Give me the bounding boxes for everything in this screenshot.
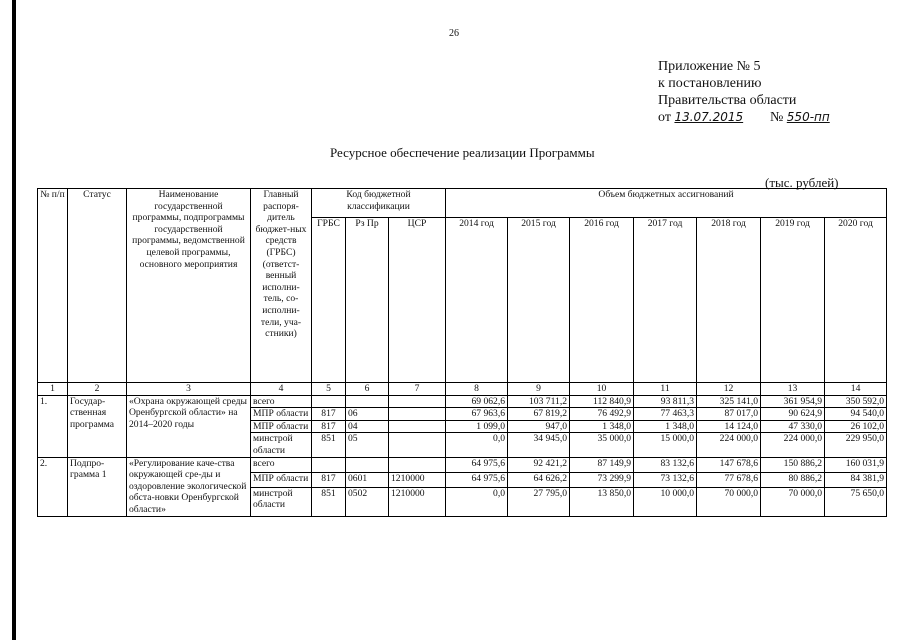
- column-number: 7: [389, 383, 446, 396]
- value-cell: 15 000,0: [634, 433, 697, 457]
- value-cell: 147 678,6: [697, 457, 761, 472]
- column-number: 10: [570, 383, 634, 396]
- column-number: 3: [127, 383, 251, 396]
- value-cell: 69 062,6: [446, 395, 508, 408]
- column-number: 1: [38, 383, 68, 396]
- value-cell: 1 099,0: [446, 420, 508, 433]
- executor: МПР области: [251, 472, 312, 487]
- value-cell: 224 000,0: [761, 433, 825, 457]
- value-cell: 13 850,0: [570, 487, 634, 516]
- header-year: 2016 год: [570, 218, 634, 383]
- code-csr: 1210000: [389, 487, 446, 516]
- value-cell: 150 886,2: [761, 457, 825, 472]
- executor: всего: [251, 395, 312, 408]
- header-year: 2020 год: [825, 218, 887, 383]
- row-num: 2.: [38, 457, 68, 516]
- value-cell: 160 031,9: [825, 457, 887, 472]
- header-code-group: Код бюджетной классификации: [312, 189, 446, 218]
- executor: МПР области: [251, 408, 312, 421]
- executor: минстрой области: [251, 487, 312, 516]
- value-cell: 73 132,6: [634, 472, 697, 487]
- value-cell: 947,0: [508, 420, 570, 433]
- value-cell: 93 811,3: [634, 395, 697, 408]
- value-cell: 67 819,2: [508, 408, 570, 421]
- code-grbs: 817: [312, 408, 346, 421]
- column-number: 2: [68, 383, 127, 396]
- value-cell: 0,0: [446, 487, 508, 516]
- row-status: Государ-ственная программа: [68, 395, 127, 457]
- value-cell: 67 963,6: [446, 408, 508, 421]
- header-name: Наименование государственной программы, подпрограммы государственной программы, ведомственной целевой программы, основного мероприятия: [127, 189, 251, 383]
- row-name: «Регулирование каче-ства окружающей сре-ды и оздоровление экологической обста-новки Оренбургской области»: [127, 457, 251, 516]
- code-csr: [389, 395, 446, 408]
- column-number: 13: [761, 383, 825, 396]
- value-cell: 1 348,0: [570, 420, 634, 433]
- column-number: 4: [251, 383, 312, 396]
- handwritten-number: 550-пп: [786, 110, 830, 124]
- column-number: 5: [312, 383, 346, 396]
- value-cell: 35 000,0: [570, 433, 634, 457]
- column-number-row: [38, 383, 887, 396]
- code-grbs: 851: [312, 433, 346, 457]
- table-row: [38, 457, 887, 472]
- value-cell: 0,0: [446, 433, 508, 457]
- header-grbs: ГРБС: [312, 218, 346, 383]
- table-body: [38, 395, 887, 516]
- column-number: 9: [508, 383, 570, 396]
- column-number: 14: [825, 383, 887, 396]
- value-cell: 229 950,0: [825, 433, 887, 457]
- header-status: Статус: [68, 189, 127, 383]
- value-cell: 10 000,0: [634, 487, 697, 516]
- code-csr: [389, 420, 446, 433]
- appendix-line-2: к постановлению: [658, 76, 762, 91]
- code-rzpr: 0502: [346, 487, 389, 516]
- row-num: 1.: [38, 395, 68, 457]
- header-year: 2014 год: [446, 218, 508, 383]
- value-cell: 64 626,2: [508, 472, 570, 487]
- column-number: 11: [634, 383, 697, 396]
- header-rzpr: Рз Пр: [346, 218, 389, 383]
- value-cell: 76 492,9: [570, 408, 634, 421]
- resource-table: [37, 188, 887, 517]
- code-csr: [389, 408, 446, 421]
- value-cell: 64 975,6: [446, 472, 508, 487]
- value-cell: 90 624,9: [761, 408, 825, 421]
- date-prefix: от: [658, 110, 671, 125]
- units-label: (тыс. рублей): [765, 175, 839, 190]
- code-grbs: [312, 457, 346, 472]
- value-cell: 112 840,9: [570, 395, 634, 408]
- value-cell: 64 975,6: [446, 457, 508, 472]
- document-title: Ресурсное обеспечение реализации Программы: [330, 145, 595, 160]
- column-number: 12: [697, 383, 761, 396]
- page-number: 26: [449, 28, 459, 39]
- code-csr: 1210000: [389, 472, 446, 487]
- header-year: 2015 год: [508, 218, 570, 383]
- code-grbs: [312, 395, 346, 408]
- table-header: [38, 189, 887, 396]
- row-name: «Охрана окружающей среды Оренбургской области» на 2014–2020 годы: [127, 395, 251, 457]
- value-cell: 27 795,0: [508, 487, 570, 516]
- value-cell: 1 348,0: [634, 420, 697, 433]
- table-row: [38, 395, 887, 408]
- header-grbs-main: Главный распоря-дитель бюджет-ных средств (ГРБС) (ответст-венный исполни-тель, со-исполни-тели, уча-стники): [251, 189, 312, 383]
- code-rzpr: [346, 457, 389, 472]
- code-grbs: 817: [312, 472, 346, 487]
- header-volume-group: Объем бюджетных ассигнований: [446, 189, 887, 218]
- header-year: 2019 год: [761, 218, 825, 383]
- code-rzpr: [346, 395, 389, 408]
- value-cell: 47 330,0: [761, 420, 825, 433]
- code-grbs: 817: [312, 420, 346, 433]
- code-rzpr: 0601: [346, 472, 389, 487]
- executor: минстрой области: [251, 433, 312, 457]
- value-cell: 75 650,0: [825, 487, 887, 516]
- header-csr: ЦСР: [389, 218, 446, 383]
- column-number: 8: [446, 383, 508, 396]
- value-cell: 94 540,0: [825, 408, 887, 421]
- value-cell: 84 381,9: [825, 472, 887, 487]
- code-csr: [389, 433, 446, 457]
- value-cell: 77 463,3: [634, 408, 697, 421]
- value-cell: 70 000,0: [697, 487, 761, 516]
- value-cell: 325 141,0: [697, 395, 761, 408]
- appendix-block: [658, 58, 830, 126]
- value-cell: 34 945,0: [508, 433, 570, 457]
- code-csr: [389, 457, 446, 472]
- value-cell: 87 017,0: [697, 408, 761, 421]
- value-cell: 77 678,6: [697, 472, 761, 487]
- value-cell: 350 592,0: [825, 395, 887, 408]
- code-rzpr: 06: [346, 408, 389, 421]
- value-cell: 80 886,2: [761, 472, 825, 487]
- executor: всего: [251, 457, 312, 472]
- appendix-line-3: Правительства области: [658, 93, 797, 108]
- value-cell: 361 954,9: [761, 395, 825, 408]
- code-grbs: 851: [312, 487, 346, 516]
- appendix-line-1: Приложение № 5: [658, 59, 761, 74]
- value-cell: 83 132,6: [634, 457, 697, 472]
- value-cell: 92 421,2: [508, 457, 570, 472]
- scan-left-edge: [12, 0, 16, 640]
- code-rzpr: 05: [346, 433, 389, 457]
- code-rzpr: 04: [346, 420, 389, 433]
- column-number: 6: [346, 383, 389, 396]
- row-status: Подпро-грамма 1: [68, 457, 127, 516]
- number-prefix: №: [769, 110, 784, 125]
- value-cell: 70 000,0: [761, 487, 825, 516]
- header-year: 2018 год: [697, 218, 761, 383]
- value-cell: 26 102,0: [825, 420, 887, 433]
- value-cell: 103 711,2: [508, 395, 570, 408]
- header-year: 2017 год: [634, 218, 697, 383]
- value-cell: 73 299,9: [570, 472, 634, 487]
- executor: МПР области: [251, 420, 312, 433]
- header-num: № п/п: [38, 189, 68, 383]
- appendix-line-4: [658, 109, 830, 126]
- value-cell: 87 149,9: [570, 457, 634, 472]
- handwritten-date: 13.07.2015: [674, 110, 744, 124]
- value-cell: 14 124,0: [697, 420, 761, 433]
- value-cell: 224 000,0: [697, 433, 761, 457]
